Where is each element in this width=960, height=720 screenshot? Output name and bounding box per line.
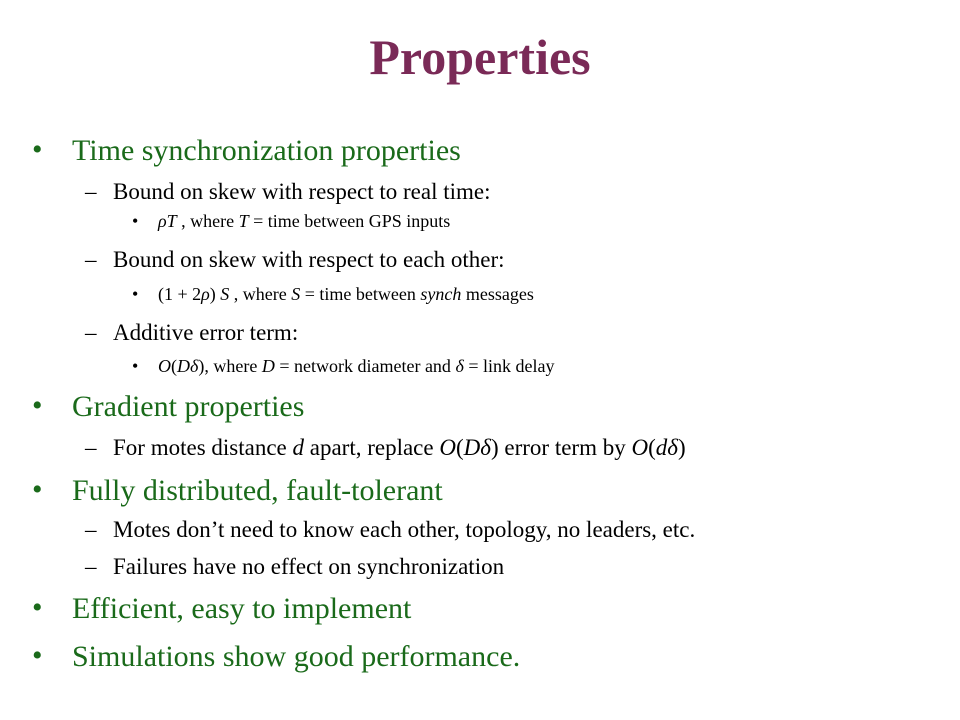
subitem-text: Motes don’t need to know each other, topology, no leaders, etc. (113, 517, 696, 542)
detail-text: ( (171, 356, 177, 376)
bullet-efficient (32, 591, 412, 625)
bullet-gradient-properties (32, 389, 305, 423)
dash-icon: – (85, 179, 97, 204)
subitem-text: For motes distance (113, 435, 293, 460)
detail-synch-messages (132, 284, 534, 304)
subitem-motes-dont-need (85, 517, 696, 542)
math-text: synch (420, 284, 462, 304)
bullet-text: Fully distributed, fault-tolerant (72, 474, 443, 507)
bullet-text: Simulations show good performance. (72, 640, 521, 673)
subitem-skew-each-other (85, 247, 505, 272)
math-text: Dδ (463, 435, 491, 460)
bullet-fully-distributed (32, 473, 443, 507)
detail-text: , where (229, 284, 292, 304)
detail-text: = time between GPS inputs (248, 211, 451, 231)
bullet-dot-icon: • (32, 473, 43, 506)
subitem-text: ) error term by (490, 435, 632, 460)
subitem-text: ( (648, 435, 656, 460)
subitem-text: ) (677, 435, 686, 460)
detail-text: ) (209, 284, 221, 304)
dash-icon: – (85, 517, 97, 542)
math-text: O (631, 435, 649, 460)
subitem-skew-real-time (85, 179, 491, 204)
math-text: Dδ (177, 356, 199, 376)
detail-text: = network diameter and (274, 356, 456, 376)
dash-icon: – (85, 554, 97, 579)
subitem-additive-error (85, 320, 299, 345)
math-text: O (439, 435, 456, 460)
bullet-text: Efficient, easy to implement (72, 592, 412, 625)
detail-text: ), where (198, 356, 262, 376)
subitem-text: ( (455, 435, 464, 460)
math-text: S (220, 284, 230, 304)
bullet-dot-icon: • (132, 356, 139, 376)
detail-text: messages (461, 284, 534, 304)
math-text: S (291, 284, 301, 304)
math-text: T (238, 211, 249, 231)
dash-icon: – (85, 247, 97, 272)
subitem-text: Bound on skew with respect to each other: (113, 247, 505, 272)
subitem-motes-distance (85, 435, 686, 460)
detail-text: = time between (300, 284, 421, 304)
detail-text: (1 + 2 (158, 284, 202, 304)
bullet-simulations (32, 639, 521, 673)
bullet-dot-icon: • (32, 133, 43, 166)
math-text: δ (455, 356, 464, 376)
bullet-dot-icon: • (32, 389, 43, 422)
math-text: dδ (655, 435, 678, 460)
math-text: d (292, 435, 304, 460)
bullet-text: Time synchronization properties (72, 134, 461, 167)
math-text: ρ (201, 284, 210, 304)
detail-text: = link delay (463, 356, 555, 376)
bullet-dot-icon: • (132, 211, 139, 231)
subitem-text: apart, replace (304, 435, 440, 460)
subitem-failures (85, 554, 505, 579)
subitem-text: Additive error term: (113, 320, 299, 345)
subitem-text: Failures have no effect on synchronization (113, 554, 505, 579)
detail-text: , where (176, 211, 239, 231)
bullet-dot-icon: • (32, 591, 43, 624)
bullet-dot-icon: • (132, 284, 139, 304)
math-text: D (261, 356, 275, 376)
detail-network-diameter (132, 356, 555, 376)
detail-rho-t (132, 211, 451, 231)
math-text: O (158, 356, 171, 376)
dash-icon: – (85, 320, 97, 345)
dash-icon: – (85, 435, 97, 460)
slide-title: Properties (369, 29, 591, 85)
bullet-text: Gradient properties (72, 390, 305, 423)
bullet-dot-icon: • (32, 639, 43, 672)
bullet-time-sync-properties (32, 133, 461, 167)
subitem-text: Bound on skew with respect to real time: (113, 179, 491, 204)
math-text: ρT (158, 211, 177, 231)
